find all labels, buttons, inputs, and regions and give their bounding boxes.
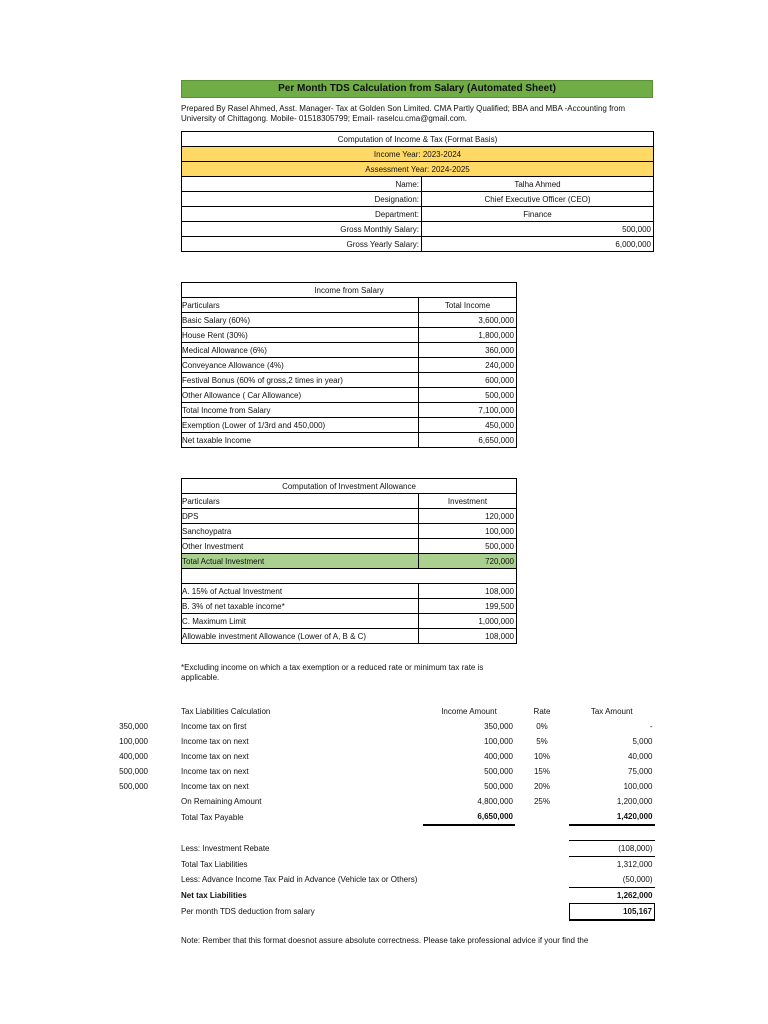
total-liabilities-label: Total Tax Liabilities bbox=[181, 859, 248, 869]
table-row-label: Other Allowance ( Car Allowance) bbox=[182, 388, 419, 403]
gross-monthly-value[interactable]: 500,000 bbox=[422, 222, 654, 237]
slab-rate: 5% bbox=[536, 737, 548, 746]
table-row-label: Total Income from Salary bbox=[182, 403, 419, 418]
net-tax-value: 1,262,000 bbox=[569, 888, 655, 904]
tax-calc-header-amount: Income Amount bbox=[441, 707, 497, 716]
rebate-label: Less: Investment Rebate bbox=[181, 844, 270, 853]
slab-amount: 500,000 bbox=[484, 782, 513, 791]
monthly-tds-label: Per month TDS deduction from salary bbox=[181, 907, 315, 917]
assessment-year: Assessment Year: 2024-2025 bbox=[182, 162, 654, 177]
table-row-value: 3,600,000 bbox=[419, 313, 517, 328]
table-row-label: Festival Bonus (60% of gross,2 times in year) bbox=[182, 373, 419, 388]
table-row-label: DPS bbox=[182, 509, 419, 524]
total-investment-label: Total Actual Investment bbox=[182, 554, 419, 569]
excluding-note: *Excluding income on which a tax exemption or a reduced rate or minimum tax rate is applicable. bbox=[181, 663, 484, 682]
table-row-value[interactable]: 100,000 bbox=[419, 524, 517, 539]
gross-yearly-value: 6,000,000 bbox=[422, 237, 654, 252]
department-value: Finance bbox=[422, 207, 654, 222]
table-row-label: Other Investment bbox=[182, 539, 419, 554]
table-row-value[interactable]: 500,000 bbox=[419, 539, 517, 554]
rebate-value: (108,000) bbox=[569, 841, 655, 857]
table-row-label: Net taxable Income bbox=[182, 433, 419, 448]
designation-value: Chief Executive Officer (CEO) bbox=[422, 192, 654, 207]
table-row-label: Basic Salary (60%) bbox=[182, 313, 419, 328]
tax-calc-header-label: Tax Liabilities Calculation bbox=[181, 707, 271, 716]
footer-note: Note: Rember that this format doesnot assure absolute correctness. Please take professional advice if your find the bbox=[181, 936, 589, 945]
total-investment-value: 720,000 bbox=[419, 554, 517, 569]
slab-tax: - bbox=[649, 722, 653, 731]
side-amount: 500,000 bbox=[119, 782, 148, 791]
income-salary-table bbox=[181, 282, 517, 448]
total-liabilities-value: 1,312,000 bbox=[569, 857, 655, 873]
side-amount: 500,000 bbox=[119, 767, 148, 776]
slab-label: Income tax on first bbox=[181, 722, 247, 731]
total-tax-amount: 1,420,000 bbox=[569, 809, 655, 825]
limit-value: 108,000 bbox=[419, 629, 517, 644]
gross-monthly-label: Gross Monthly Salary: bbox=[182, 222, 422, 237]
income-salary-col-particulars: Particulars bbox=[182, 298, 419, 313]
slab-label: On Remaining Amount bbox=[181, 797, 262, 806]
slab-amount: 100,000 bbox=[484, 737, 513, 746]
computation-header: Computation of Income & Tax (Format Basis) bbox=[182, 132, 654, 147]
table-row-value: 240,000 bbox=[419, 358, 517, 373]
investment-table bbox=[181, 478, 517, 644]
income-salary-header: Income from Salary bbox=[182, 283, 517, 298]
table-row-value: 1,800,000 bbox=[419, 328, 517, 343]
limit-value: 1,000,000 bbox=[419, 614, 517, 629]
designation-label: Designation: bbox=[182, 192, 422, 207]
side-amount: 100,000 bbox=[119, 737, 148, 746]
gross-yearly-label: Gross Yearly Salary: bbox=[182, 237, 422, 252]
slab-label: Income tax on next bbox=[181, 737, 249, 746]
slab-tax: 1,200,000 bbox=[616, 797, 653, 806]
slab-tax: 100,000 bbox=[623, 782, 653, 791]
slab-amount: 400,000 bbox=[484, 752, 513, 761]
sheet-title: Per Month TDS Calculation from Salary (Automated Sheet) bbox=[181, 80, 653, 98]
table-row-value: 7,100,000 bbox=[419, 403, 517, 418]
limit-label: B. 3% of net taxable income* bbox=[182, 599, 419, 614]
slab-tax: 5,000 bbox=[632, 737, 653, 746]
limit-label: A. 15% of Actual Investment bbox=[182, 584, 419, 599]
slab-label: Income tax on next bbox=[181, 752, 249, 761]
table-row-label: Sanchoypatra bbox=[182, 524, 419, 539]
table-row-label: Exemption (Lower of 1/3rd and 450,000) bbox=[182, 418, 419, 433]
slab-amount: 350,000 bbox=[484, 722, 513, 731]
monthly-tds-value: 105,167 bbox=[569, 904, 655, 921]
slab-rate: 20% bbox=[533, 782, 550, 791]
slab-rate: 15% bbox=[533, 767, 550, 776]
total-income-amount: 6,650,000 bbox=[423, 809, 515, 825]
income-salary-col-total: Total Income bbox=[419, 298, 517, 313]
name-value: Talha Ahmed bbox=[422, 177, 654, 192]
table-row-value[interactable]: 120,000 bbox=[419, 509, 517, 524]
slab-rate: 25% bbox=[533, 797, 550, 806]
slab-amount: 4,800,000 bbox=[477, 797, 513, 806]
net-tax-label: Net tax Liabilities bbox=[181, 891, 247, 900]
investment-header: Computation of Investment Allowance bbox=[182, 479, 517, 494]
spacer-row bbox=[182, 569, 517, 584]
table-row-value: 500,000 bbox=[419, 388, 517, 403]
slab-rate: 10% bbox=[533, 752, 550, 761]
table-row-value: 360,000 bbox=[419, 343, 517, 358]
computation-table bbox=[181, 131, 654, 252]
slab-amount: 500,000 bbox=[484, 767, 513, 776]
table-row-value: 450,000 bbox=[419, 418, 517, 433]
slab-rate: 0% bbox=[536, 722, 548, 731]
side-amount: 350,000 bbox=[119, 722, 148, 731]
limit-label: C. Maximum Limit bbox=[182, 614, 419, 629]
income-year: Income Year: 2023-2024 bbox=[182, 147, 654, 162]
investment-col-investment: Investment bbox=[419, 494, 517, 509]
table-row-label: Medical Allowance (6%) bbox=[182, 343, 419, 358]
slab-label: Income tax on next bbox=[181, 782, 249, 791]
limit-label: Allowable investment Allowance (Lower of A, B & C) bbox=[182, 629, 419, 644]
total-tax-payable-label: Total Tax Payable bbox=[181, 812, 244, 822]
limit-value: 108,000 bbox=[419, 584, 517, 599]
tax-calc-table bbox=[179, 704, 655, 921]
table-row-label: House Rent (30%) bbox=[182, 328, 419, 343]
table-row-label: Conveyance Allowance (4%) bbox=[182, 358, 419, 373]
table-row-value: 600,000 bbox=[419, 373, 517, 388]
prepared-by-text: Prepared By Rasel Ahmed, Asst. Manager- Tax at Golden Son Limited. CMA Partly Qualified; BBA and MBA -Accounting from University of Chittagong. Mobile- 01518305799; Email- raselcu.cma@gmail.com. bbox=[181, 104, 626, 123]
tax-calc-header-rate: Rate bbox=[533, 707, 551, 716]
advance-tax-label: Less: Advance Income Tax Paid in Advance (Vehicle tax or Others) bbox=[181, 875, 418, 885]
side-amount: 400,000 bbox=[119, 752, 148, 761]
slab-tax: 40,000 bbox=[628, 752, 653, 761]
table-row-value: 6,650,000 bbox=[419, 433, 517, 448]
slab-tax: 75,000 bbox=[628, 767, 653, 776]
name-label: Name: bbox=[182, 177, 422, 192]
advance-tax-value[interactable]: (50,000) bbox=[622, 875, 653, 884]
tax-calc-header-tax: Tax Amount bbox=[590, 707, 633, 716]
limit-value: 199,500 bbox=[419, 599, 517, 614]
investment-col-particulars: Particulars bbox=[182, 494, 419, 509]
department-label: Department: bbox=[182, 207, 422, 222]
slab-label: Income tax on next bbox=[181, 767, 249, 776]
